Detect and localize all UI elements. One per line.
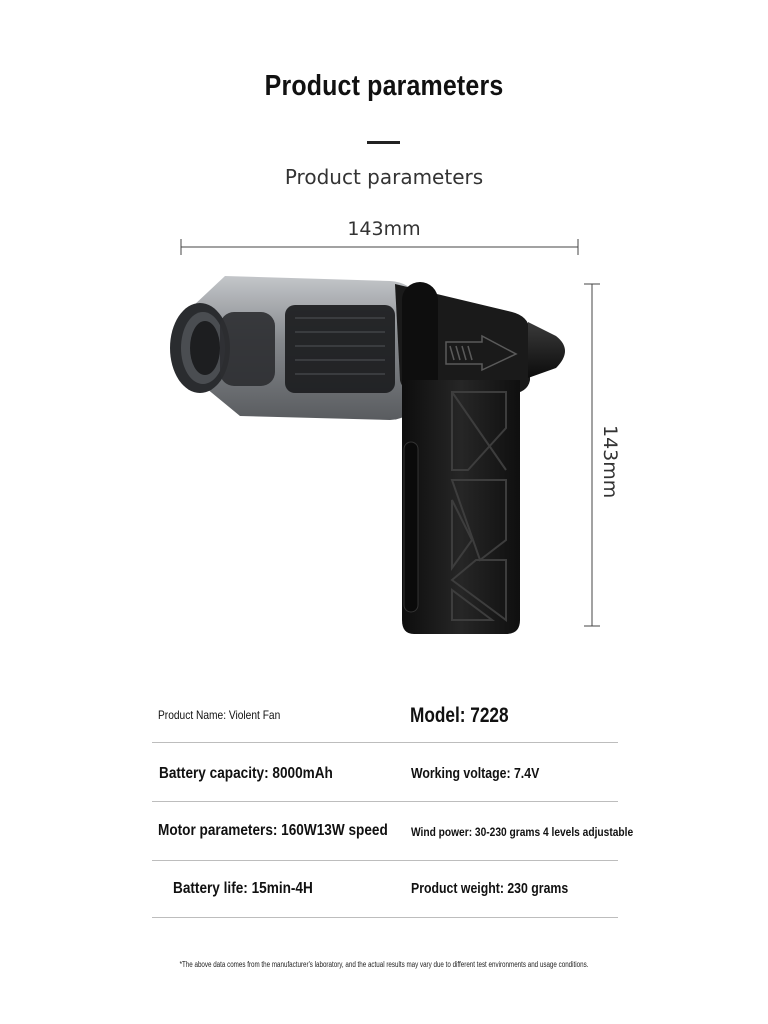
- table-divider: [152, 917, 618, 918]
- product-name: Product Name: Violent Fan: [158, 708, 281, 722]
- width-dimension-label: 143mm: [347, 218, 421, 240]
- disclaimer-footnote: *The above data comes from the manufacturer's laboratory, and the actual results may vary due to different test environments and usage conditions.: [179, 960, 589, 969]
- battery-capacity: Battery capacity: 8000mAh: [159, 765, 333, 782]
- dust-cup: [170, 276, 432, 420]
- battery-life: Battery life: 15min-4H: [173, 880, 313, 897]
- wind-power: Wind power: 30-230 grams 4 levels adjustable: [411, 825, 634, 839]
- height-dimension-label: 143mm: [599, 425, 621, 499]
- table-divider: [152, 860, 618, 861]
- handle: [402, 380, 520, 634]
- width-dimension-line: [181, 239, 578, 255]
- page-subtitle: Product parameters: [284, 165, 484, 189]
- page-title: Product parameters: [264, 70, 504, 102]
- product-weight: Product weight: 230 grams: [411, 880, 569, 897]
- motor-parameters: Motor parameters: 160W13W speed: [158, 822, 388, 839]
- model-number: Model: 7228: [410, 704, 509, 727]
- working-voltage: Working voltage: 7.4V: [411, 765, 540, 782]
- height-dimension-line: [584, 284, 600, 626]
- table-divider: [152, 801, 618, 802]
- table-divider: [152, 742, 618, 743]
